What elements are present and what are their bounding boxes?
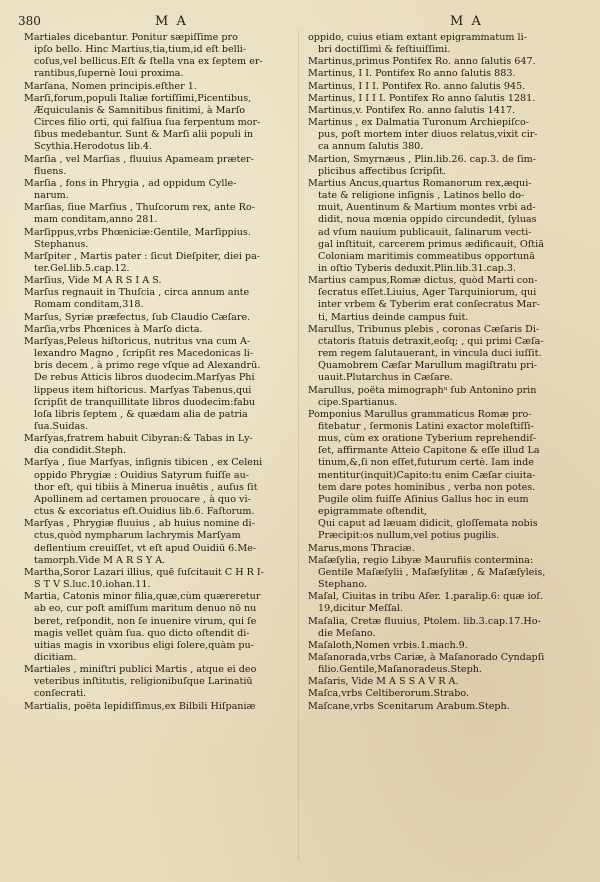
dictionary-entry — [24, 457, 296, 518]
dictionary-entry — [24, 701, 296, 713]
entry-line: Martia, Catonis minor filia,quæ,cùm quæreretur — [24, 591, 261, 603]
entry-line: rantibus,ſupernè Ioui proxima. — [34, 68, 184, 80]
entry-line: mentitur(inquit)Capito:tu enim Cæſar ciuita- — [318, 469, 536, 481]
dictionary-entry — [308, 178, 580, 275]
column-gutter — [298, 30, 299, 860]
entry-line: Martiales dicebantur. Ponitur sæpiſſime pro — [24, 32, 238, 43]
entry-line: ſecratus eſſet.Liuius, Ager Tarquiniorum, qui — [318, 287, 537, 299]
entry-line: Martiales , miniſtri publici Martis , atque ei deo — [24, 664, 257, 676]
entry-line: didit, noua mœnia oppido circundedit, ſyluas — [318, 214, 537, 226]
dictionary-entry — [308, 701, 580, 713]
entry-line: ſibus medebantur. Sunt & Marſi alii populi in — [34, 129, 254, 141]
entry-line: epigrammate oſtendit, — [318, 506, 427, 518]
entry-line: Marſia , vel Marſias , fluuius Apameam præter- — [24, 153, 254, 165]
entry-line: ſcripſit de tranquillitate libros duodecim:fabu — [34, 396, 256, 408]
entry-line: lippeus item hiſtoricus. Marſyas Tabenus,qui — [34, 384, 252, 396]
entry-line: muit, Auentinum & Martium montes vrbi ad- — [318, 202, 536, 214]
entry-line: ctus,quòd nympharum lachrymis Marſyam — [34, 530, 241, 542]
entry-line: ſet, affirmante Atteio Capitone & eſſe illud La — [318, 445, 540, 457]
entry-line: fitebatur , ſermonis Latini exactor moleſtiſſi- — [318, 421, 534, 432]
entry-line: Martinus , ex Dalmatia Turonum Archiepiſco- — [308, 117, 530, 129]
dictionary-entry — [308, 652, 580, 676]
entry-line: die Meſano. — [318, 627, 376, 639]
entry-line: ti, Martius deinde campus fuit. — [318, 311, 469, 323]
entry-line: Apollinem ad certamen prouocare , à quo vi- — [34, 493, 251, 505]
dictionary-entry — [24, 433, 296, 457]
entry-line: Marſi,forum,populi Italiæ fortiſſimi,Picentibus, — [24, 92, 252, 104]
dictionary-entry — [24, 312, 296, 324]
dictionary-entry — [308, 117, 580, 153]
dictionary-entry — [24, 154, 296, 178]
entry-line: Martius Ancus,quartus Romanorum rex,æqui- — [308, 177, 532, 189]
entry-line: oppido Phrygiæ : Ouidius Satyrum fuiſſe au- — [34, 469, 250, 481]
entry-line: Maſalia, Cretæ fluuius, Ptolem. lib.3.cap.17.Ho- — [308, 615, 541, 627]
entry-line: ca annum ſalutis 380. — [318, 141, 424, 153]
entry-line: mus, cùm ex oratione Tyberium reprehendiſ- — [318, 433, 537, 445]
dictionary-entry — [308, 324, 580, 385]
entry-line: Marullus, poëta mimographᵘ ſub Antonino prin — [308, 384, 537, 396]
entry-line: Martialis, poëta lepidiſſimus,ex Bilbili Hiſpaniæ — [24, 700, 256, 712]
entry-line: Marſyas , Phrygiæ fluuius , ab huius nomine di- — [24, 518, 255, 530]
dictionary-entry — [308, 81, 580, 93]
entry-line: Maſcane,vrbs Scenitarum Arabum.Steph. — [308, 700, 510, 712]
dictionary-entry — [308, 275, 580, 324]
entry-line: uitias magis in vxoribus eligi ſolere,quàm pu- — [34, 639, 254, 651]
entry-line: magis vellet quàm ſua. quo dicto oſtendit di- — [34, 627, 250, 639]
entry-line: Marſyas,fratrem habuit Cibyran:& Tabas in Ly- — [24, 433, 253, 445]
entry-line: S T V S.luc.10.iohan.11. — [34, 579, 151, 591]
entry-line: Marſyas,Peleus hiſtoricus, nutritus vna cum A- — [24, 335, 251, 347]
entry-line: pus, poſt mortem inter diuos relatus,vixit cir- — [318, 129, 538, 141]
dictionary-entry — [308, 68, 580, 80]
entry-line: bris decem , à primo rege vſque ad Alexandrū. — [34, 360, 261, 372]
dictionary-entry — [308, 409, 580, 543]
entry-line: dia condidit.Steph. — [34, 445, 127, 457]
entry-line: lexandro Magno , ſcripſit res Macedonicas li- — [34, 348, 254, 360]
entry-line: mam conditam,anno 281. — [34, 214, 158, 226]
entry-line: Coloniam maritimis commeatibus opportunā — [318, 250, 535, 262]
entry-line: Æquiculanis & Samnitibus finitimi, à Marſo — [34, 104, 246, 116]
entry-line: loſa libris ſeptem , & quædam alia de patria — [34, 408, 248, 420]
entry-line: tamorph.Vide M A R S Y A. — [34, 554, 166, 566]
entry-line: Marſia,vrbs Phœnices à Marſo dicta. — [24, 323, 203, 335]
dictionary-entry — [24, 324, 296, 336]
entry-line: Marullus, Tribunus plebis , coronas Cæſaris Di- — [308, 323, 540, 335]
dictionary-entry — [24, 93, 296, 154]
dictionary-entry — [24, 287, 296, 311]
entry-line: Marſias, ſiue Marſius , Thuſcorum rex, ante Ro- — [24, 202, 255, 214]
entry-line: Marſius, Vide M A R S I A S. — [24, 275, 162, 287]
dictionary-entry — [24, 275, 296, 287]
entry-line: dicitiam. — [34, 651, 77, 663]
entry-line: tem dare potes hominibus , verba non potes. — [318, 481, 536, 493]
dictionary-entry — [24, 202, 296, 226]
entry-line: Præcipit:os nullum,vel potius pugilis. — [318, 530, 500, 542]
entry-line: tinum,&,ſi non eſſet,futurum certè. Iam inde — [318, 457, 534, 469]
entry-line: Stephano. — [318, 579, 367, 591]
running-head-right: M A — [450, 14, 483, 29]
dictionary-entry — [308, 56, 580, 68]
entry-line: deflentium creuiſſet, vt eſt apud Ouidiū 6.Me- — [34, 542, 257, 554]
entry-line: oppido, cuius etiam extant epigrammatum li- — [308, 32, 527, 43]
dictionary-entry — [24, 81, 296, 93]
entry-line: gal inſtituit, carcerem primus ædificauit, Oſtiā — [318, 238, 544, 250]
entry-line: rem regem ſalutauerant, in vincula duci iuſſit. — [318, 348, 542, 360]
entry-line: Maſal, Ciuitas in tribu Aſer. 1.paralip.6: quæ ioſ. — [308, 591, 544, 603]
entry-line: Martinus, I I I. Pontifex Ro. anno ſalutis 945. — [308, 80, 526, 92]
dictionary-entry — [308, 154, 580, 178]
entry-line: Martion, Smyrnæus , Plin.lib.26. cap.3. de ſim- — [308, 153, 536, 165]
left-column — [24, 32, 296, 713]
entry-line: in oſtio Tyberis deduxit.Plin.lib.31.cap.3. — [318, 262, 517, 274]
entry-line: Maſaloth,Nomen vrbis.1.mach.9. — [308, 639, 468, 651]
dictionary-entry — [24, 664, 296, 700]
dictionary-entry — [308, 543, 580, 555]
entry-line: ter.Gel.lib.5.cap.12. — [34, 262, 130, 274]
dictionary-entry — [24, 591, 296, 664]
entry-line: ab eo, cur poſt amiſſum maritum denuo nō nu — [34, 603, 257, 615]
entry-line: Gentile Maſæſylii , Maſæſylitæ , & Maſæſyleis, — [318, 566, 546, 578]
entry-line: Marſia , fons in Phrygia , ad oppidum Cylle- — [24, 177, 237, 189]
dictionary-entry — [308, 385, 580, 409]
entry-line: fluens. — [34, 165, 67, 177]
entry-line: narum. — [34, 190, 69, 202]
entry-line: ctatoris ſtatuis detraxit,eoſq; , qui primi Cæſa- — [318, 335, 544, 347]
entry-line: Marſana, Nomen principis.eſther 1. — [24, 80, 197, 92]
entry-line: Martha,Soror Lazari illius, quē ſuſcitauit C H R I- — [24, 566, 264, 578]
entry-line: Pugile olim fuiſſe Aſinius Gallus hoc in eum — [318, 493, 529, 505]
entry-line: Maſanorada,vrbs Cariæ, à Maſanorado Cyndapſi — [308, 651, 545, 663]
dictionary-entry — [308, 616, 580, 640]
entry-line: veteribus inſtitutis, religionibuſque Larinatiū — [34, 676, 253, 688]
entry-line: Romam conditam,318. — [34, 299, 144, 311]
dictionary-entry — [308, 676, 580, 688]
dictionary-entry — [308, 555, 580, 591]
entry-line: Marus,mons Thraciæ. — [308, 542, 415, 554]
entry-line: Martius campus,Romæ dictus, quòd Marti con- — [308, 275, 538, 287]
dictionary-entry — [24, 32, 296, 81]
entry-line: Circes filio orti, qui falſiua ſua ferpentum mor- — [34, 117, 261, 129]
entry-line: Martinus, I I. Pontifex Ro anno ſalutis 883. — [308, 68, 516, 80]
entry-line: Marſus, Syriæ præfectus, ſub Claudio Cæſare. — [24, 311, 251, 323]
entry-line: bri doctiſſimi & feſtiuiſſimi. — [318, 44, 451, 56]
entry-line: conſecrati. — [34, 688, 87, 700]
dictionary-entry — [308, 105, 580, 117]
entry-line: Pomponius Marullus grammaticus Romæ pro- — [308, 408, 532, 420]
entry-line: Martinus,v. Pontifex Ro. anno ſalutis 1417. — [308, 104, 516, 116]
entry-line: Maſca,vrbs Celtiberorum.Strabo. — [308, 688, 469, 700]
entry-line: cipe.Spartianus. — [318, 396, 398, 408]
entry-line: Marſus regnauit in Thuſcia , circa annum ante — [24, 287, 250, 299]
entry-line: coſus,vel bellicus.Eſt & ſtella vna ex ſeptem er- — [34, 56, 263, 68]
entry-line: Quamobrem Cæſar Marullum magiſtratu pri- — [318, 360, 538, 372]
entry-line: filio.Gentile,Maſanoradeus.Steph. — [318, 664, 482, 676]
entry-line: Martinus,primus Pontifex Ro. anno ſalutis 647. — [308, 56, 536, 68]
dictionary-entry — [24, 227, 296, 251]
dictionary-entry — [308, 640, 580, 652]
entry-line: 19,dicitur Meſſal. — [318, 603, 404, 615]
entry-line: beret, reſpondit, non ſe inuenire virum, qui ſe — [34, 615, 257, 627]
entry-line: Marſpiter , Martis pater : ſicut Dieſpiter, diei pa- — [24, 250, 261, 262]
entry-line: inter vrbem & Tyberim erat conſecratus Mar- — [318, 299, 540, 311]
dictionary-entry — [308, 32, 580, 56]
entry-line: Scythia.Herodotus lib.4. — [34, 141, 153, 153]
dictionary-entry — [24, 251, 296, 275]
entry-line: Martinus, I I I I. Pontifex Ro anno ſalutis 1281. — [308, 92, 536, 104]
entry-line: tate & religione inſignis , Latinos bello do- — [318, 190, 525, 202]
dictionary-entry — [308, 688, 580, 700]
entry-line: ſua.Suidas. — [34, 421, 89, 432]
entry-line: uauit.Plutarchus in Cæſare. — [318, 372, 453, 384]
dictionary-entry — [308, 591, 580, 615]
dictionary-entry — [24, 336, 296, 433]
entry-line: thor eſt, qui tibiis à Minerua inuētis , auſus ſit — [34, 481, 258, 493]
entry-line: ctus & excoriatus eſt.Ouidius lib.6. Faſtorum. — [34, 506, 255, 518]
entry-line: Stephanus. — [34, 238, 89, 250]
entry-line: plicibus affectibus ſcripſit. — [318, 165, 447, 177]
entry-line: De rebus Atticis libros duodecim.Marſyas Phi — [34, 372, 255, 384]
entry-line: Qui caput ad læuam didicit, gloſſemata nobis — [318, 518, 538, 530]
entry-line: Marſippus,vrbs Phœniciæ:Gentile, Marſippius. — [24, 226, 251, 238]
entry-line: ad vſum nauium publicauit, ſalinarum vecti- — [318, 226, 532, 238]
running-head-left: M A — [155, 14, 188, 29]
dictionary-entry — [24, 518, 296, 567]
entry-line: ipſo bello. Hinc Martius,tia,tium,id eſt belli- — [34, 44, 247, 56]
page-number: 380 — [18, 14, 41, 28]
dictionary-entry — [24, 567, 296, 591]
entry-line: Maſæſylia, regio Libyæ Maurufiis contermina: — [308, 554, 534, 566]
entry-line: Maſaris, Vide M A S S A V R A. — [308, 676, 459, 688]
dictionary-entry — [24, 178, 296, 202]
right-column — [308, 32, 580, 713]
entry-line: Marſya , ſiue Marſyas, inſignis tibicen , ex Celeni — [24, 457, 263, 469]
dictionary-entry — [308, 93, 580, 105]
